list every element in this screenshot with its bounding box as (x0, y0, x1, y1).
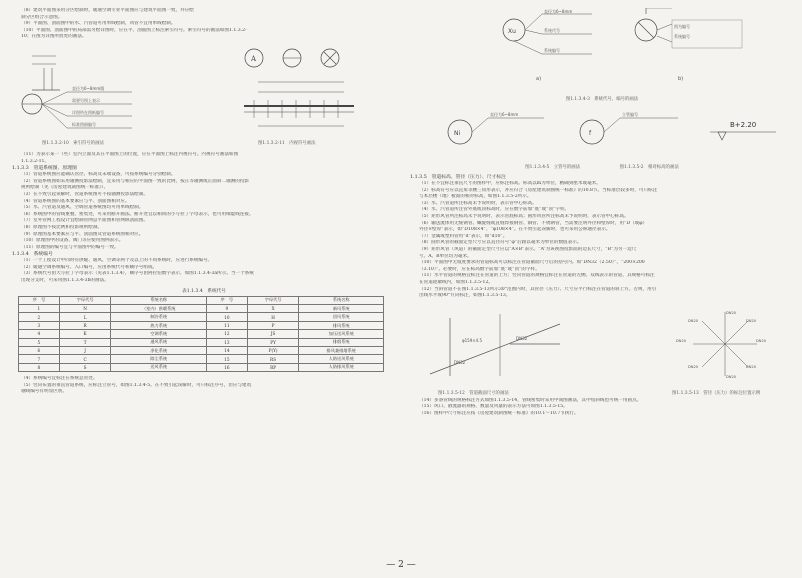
table-cell: RS (247, 355, 299, 363)
table-cell: 3 (19, 321, 60, 329)
svg-text:直径为6~8mm圆: 直径为6~8mm圆 (72, 85, 105, 91)
paragraph: 制分区组合示意图。 (21, 14, 63, 20)
table-cell: 回风系统 (299, 313, 384, 321)
paragraph: （5）竖向布置的垂直管道系统，应标注立管号，如图1.1.3.4-5。在不致引起误解时，可只标注序号，但应与建筑 (21, 382, 252, 388)
paragraph: （1）在不宜标注垂直尺寸的图样中，应标注标高。标高以m为单位，精确到厘米或毫米。 (419, 181, 601, 186)
figure-row-riser (410, 106, 794, 164)
table-cell: N (59, 305, 111, 313)
paragraph: （6）系统图中的管线重叠、密集处，可采用断开画法。断开处宜以相同的小写拉丁字母表示，也可用细虚线连接。 (21, 211, 254, 217)
table-cell: H (247, 313, 299, 321)
paragraph: （10）平面图、剖面图中的局部需另绘详图时，应在平、剖面图上标注索引符号。索引符号的画法如图1.1.3.2- (21, 27, 247, 33)
table-cell: L (59, 313, 111, 321)
paragraph: （3）在不致引起误解时，管道系统图可不按轴测投影法绘制。 (21, 191, 148, 197)
figure-row-numbering (410, 8, 794, 96)
paragraph: （3.10）”。必要时，应在标高数字前加“底”或“顶”的字样。 (419, 266, 540, 272)
paragraph: （7）金属或塑料管用“d”表示，如“d10”。 (419, 233, 508, 239)
paragraph: （3）系统代号由大写拉丁字母表示（见表1.1.3.4），顺序号由阿拉伯数字表示，如图1.1.3.4-3a所示。当一个系统 (21, 271, 254, 277)
table-row (19, 338, 384, 346)
paragraph: 在管道轮廓线内，如图1.1.3.5-12。 (419, 279, 494, 285)
table-cell: 空调系统 (111, 330, 207, 338)
index-symbol-figure (12, 44, 182, 136)
section-heading: 1.1.3.3 管道系统图、原理图 (12, 166, 77, 172)
paragraph: （7）室外管网工程设计宜绘制管网总平面图和管网纵剖面图。 (21, 218, 148, 224)
table-cell: 制冷系统 (111, 313, 207, 321)
paragraph: （10）原理图中的设备、阀门等应使用图例表示。 (21, 238, 124, 244)
svg-text:DN20: DN20 (688, 364, 699, 369)
paragraph: 1.1.3.2-11。 (21, 158, 50, 164)
table-row (19, 321, 384, 329)
table-cell: 12 (206, 330, 247, 338)
svg-text:直径为6~8mm: 直径为6~8mm (490, 112, 519, 117)
paragraph: 外径×壁厚”表示，如“D108×4”、“φ108×4”。在不致引起误解时，也可采用公称通径表示。 (419, 227, 611, 233)
table-cell: 排风系统 (299, 321, 384, 329)
paragraph: （11）为表示某一（些）室内立面及其在平面图上的位置，应在平面图上标注内视符号。内视符号画法如图 (21, 151, 239, 157)
pipe-size-figure (410, 304, 580, 384)
paragraph: 寸。A、B单位均为毫米。 (419, 253, 472, 259)
paragraph: （4）系统编号宜标注在系统总管处。 (21, 376, 98, 382)
section-heading: 1.1.3.5 管道标高、管径（压力）、尺寸标注 (410, 175, 506, 180)
table-cell: J (59, 347, 111, 355)
paragraph: （2）管道系统图如采用轴测投影法绘制，宜采用与相应的平面图一致的比例，按正等轴测或正面斜二轴测的投影 (21, 178, 250, 184)
svg-text:标准图册编号: 标准图册编号 (72, 121, 96, 127)
paragraph: 与本层楼（地）板面的相对标高，如图1.1.3.5-2所示。 (419, 194, 532, 200)
svg-text:DN20: DN20 (756, 338, 767, 343)
table-cell: 人防排风系统 (299, 363, 384, 371)
paragraph: （11）原理图的编号宜与平面图中的编号一致。 (21, 244, 119, 250)
paragraph: （9）平面图、剖面图中的水、汽管道可用单线绘制，风管不宜用单线绘制。 (21, 21, 176, 27)
svg-text:系统编号: 系统编号 (674, 34, 690, 39)
figure-caption: 图1.1.3.2-11 内视符号画法 (258, 140, 316, 146)
table-cell: 2 (19, 313, 60, 321)
table-cell: PY (247, 338, 299, 346)
svg-text:详图所在图纸编号: 详图所在图纸编号 (72, 109, 104, 115)
svg-text:φ159×4.5: φ159×4.5 (462, 337, 482, 343)
table-cell: 排风兼排烟系统 (299, 347, 384, 355)
system-number-figure-a (492, 8, 642, 86)
table-cell: 新风系统 (299, 305, 384, 313)
column-header: 字母代号 (59, 296, 111, 304)
table-cell: 1 (19, 305, 60, 313)
paragraph: 10；在图为详图所放处的画法。 (21, 34, 87, 40)
column-header: 系统名称 (111, 296, 207, 304)
table-cell: 14 (206, 347, 247, 355)
svg-text:DN20: DN20 (726, 310, 737, 315)
table-row (19, 363, 384, 371)
elevation-symbol-figure (700, 106, 790, 156)
svg-text:系统代号: 系统代号 (544, 28, 560, 33)
figure-caption: 图1.1.3.4-5 立管号的画法 图1.1.3.5-2 相对标高的画法 (525, 165, 679, 170)
riser-number-figure-b (568, 106, 688, 156)
table-cell: 13 (206, 338, 247, 346)
section-heading: 1.1.3.4 系统编号 (12, 252, 53, 258)
paragraph: （8）圆形风管的截面定型尺寸应以直径符号“φ”后跟以毫米为单位的数值表示。 (419, 240, 582, 246)
svg-text:DN32: DN32 (516, 335, 528, 341)
table-cell: JS (247, 330, 299, 338)
table-cell: 16 (206, 363, 247, 371)
svg-text:直径为6~8mm: 直径为6~8mm (544, 9, 573, 14)
table-cell: RP (247, 363, 299, 371)
figure-caption: 图1.1.3.5-13 管径（压力）的标注位置示例 (672, 390, 761, 396)
table-cell: 10 (206, 313, 247, 321)
svg-text:系统编号: 系统编号 (544, 48, 560, 53)
table-cell: R (59, 321, 111, 329)
paragraph: （14）多条管线的规格标注方式如图1.1.3.5-14，管线密集时采用中间图画法，其中短斜线也可统一用圆点。 (419, 397, 642, 403)
figure-caption: 图1.1.3.4-3 系统代号、编号的画法 (565, 97, 639, 102)
svg-text:A: A (251, 54, 257, 63)
table-cell: 送风系统 (111, 363, 207, 371)
table-cell: 6 (19, 347, 60, 355)
paragraph: （3）水、汽管道所注标高未予说明时，表示管中心标高。 (419, 200, 537, 206)
figure-row-pipe-size (410, 304, 794, 390)
table-cell: 热力系统 (111, 321, 207, 329)
svg-text:Ni: Ni (454, 130, 461, 137)
table-cell: （室内）供暖系统 (111, 305, 207, 313)
svg-text:DN20: DN20 (688, 318, 699, 323)
table-cell: S (59, 363, 111, 371)
table-cell: 人防送风系统 (299, 355, 384, 363)
figure-caption: 图1.1.3.5-12 管道截面尺寸的画法 (438, 390, 509, 396)
svg-text:DN20: DN20 (726, 374, 737, 379)
paragraph: （2）标高符号应以直角等腰三角形表示，并应符合《房屋建筑制图统一标准》的10.8节。当标准层较多时，可只标注 (419, 187, 658, 193)
column-header: 序 号 (206, 296, 247, 304)
paragraph: （1）管道系统图应能确认管径、标高及末端设备，可按系统编号分别绘制。 (21, 172, 176, 178)
system-code-table (18, 296, 384, 373)
table-cell: 8 (19, 363, 60, 371)
table-title: 表1.1.3.4 系统代号 (182, 288, 226, 294)
figure-caption: 图1.1.3.2-10 索引符号的画法 (42, 140, 104, 146)
paragraph: 出线水平或90°方向标注，如图1.1.3.5-13。 (419, 293, 511, 299)
table-row (19, 330, 384, 338)
paragraph: （15）风口、散流器的规格、数量及风量的表示方法可如图1.1.3.5-15。 (419, 404, 568, 410)
paragraph: 规则绘制（见《房屋建筑制图统一标准》）。 (21, 185, 109, 191)
table-cell: 净化系统 (111, 347, 207, 355)
right-column (410, 8, 794, 417)
column-header: 序 号 (19, 296, 60, 304)
svg-text:DN20: DN20 (746, 364, 757, 369)
svg-text:立管编号: 立管编号 (622, 112, 638, 117)
table-cell: 除尘系统 (111, 355, 207, 363)
paragraph: （8）建筑平面图采用分区绘制时，暖通空调专业平面图应与建筑平面图一致，并应绘 (21, 8, 194, 13)
table-cell: K (59, 330, 111, 338)
table-cell: C (59, 355, 111, 363)
table-row (19, 355, 384, 363)
table-cell: P (247, 321, 299, 329)
svg-text:f: f (589, 130, 592, 137)
table-cell: 9 (206, 305, 247, 313)
table-header-row (19, 296, 384, 304)
svg-text:DN32: DN32 (454, 359, 466, 365)
table-row (19, 305, 384, 313)
column-header: 字母代号 (247, 296, 299, 304)
left-column (12, 8, 396, 396)
paragraph: （16）图样中尺寸标注应按《房屋建筑制图统一标准》的10.1～10.7节执行。 (419, 410, 579, 416)
svg-text:需要另图上表示: 需要另图上表示 (72, 97, 100, 103)
paragraph: （5）水、汽管道及通风、空调管道系统图均可用单线绘制。 (21, 205, 144, 211)
svg-text:DN20: DN20 (676, 338, 687, 343)
page-number: — 2 — (386, 560, 416, 570)
table-cell: X (247, 305, 299, 313)
paragraph: （12）当斜管道不在图1.1.3.5-13所示30°范围内时，其管径（压力）、尺寸应平行标注在管道的斜上方。否则，用引 (419, 286, 657, 292)
table-cell: 11 (206, 321, 247, 329)
table-cell: 7 (19, 355, 60, 363)
table-cell: 4 (19, 330, 60, 338)
paragraph: （5）矩形风管所注标高未予说明时，表示管底标高；圆形风管所注标高未予说明时，表示管中心标高。 (419, 213, 629, 219)
table-cell: 5 (19, 338, 60, 346)
paragraph: （9）原理图基本要素应与平、剖面图及管道系统图相对应。 (21, 231, 144, 237)
table-cell: 排烟系统 (299, 338, 384, 346)
paragraph: （9）矩形风管（风道）的截面定型尺寸应以“A×B”表示。“A”为该视图投影面的边长尺寸，“B”为另一边尺 (419, 246, 637, 252)
paragraph: （1）一个工程设计中同时有供暖、通风、空调等两个及以上的不同系统时，应进行系统编号。 (21, 258, 213, 264)
detail-symbol-figure (224, 44, 374, 136)
paragraph: （10）平面图中无坡度要求的管道标高可以标注在管道截面尺寸后的括号内。如“DN32（2.50）”、“200×200 (419, 260, 645, 266)
paragraph: 出现分支时，可采用图1.1.3.4-3b的画法。 (21, 278, 109, 284)
paragraph: （6）输送流体用无缝钢管、螺旋缝或直缝焊接钢管、铜管、不锈钢管，当需要注明外径和壁厚时，用“D（或φ） (419, 220, 648, 226)
angled-dimension-figure (670, 304, 780, 384)
system-number-figure-b (632, 8, 782, 86)
table-cell: P(Y) (247, 347, 299, 355)
svg-text:图为编号: 图为编号 (674, 24, 690, 29)
svg-text:b): b) (678, 76, 684, 82)
paragraph: （8）原理图不按比例和投影规则绘制。 (21, 224, 103, 230)
svg-text:DN20: DN20 (746, 318, 757, 323)
paragraph: （2）暖通空调系统编号、入口编号，应由系统代号和顺序号组成。 (21, 264, 158, 270)
paragraph: 轴线编号有明显区别。 (21, 389, 67, 395)
elevation-value: B+2.20 (730, 121, 757, 129)
svg-text:a): a) (536, 76, 542, 82)
riser-number-figure-a (434, 106, 554, 156)
paragraph: （11）水平管道的规格宜标注在管道的上方；竖向管道的规格宜标注在管道的左侧。双线表示的管道，其规格可标注 (419, 273, 655, 279)
figure-row-1 (12, 44, 396, 150)
table-row (19, 347, 384, 355)
table-row (19, 313, 384, 321)
svg-text:Xu: Xu (508, 28, 516, 35)
paragraph: （4）管道系统图的基本要素应与平、剖面图相对应。 (21, 198, 130, 204)
table-cell: 通风系统 (111, 338, 207, 346)
column-header: 系统名称 (299, 296, 384, 304)
table-cell: 加压送风系统 (299, 330, 384, 338)
table-cell: 15 (206, 355, 247, 363)
table-cell: T (59, 338, 111, 346)
paragraph: （4）水、汽管道所注管外底或顶标高时，应在数字前加“底”或“顶”字样。 (419, 207, 570, 213)
